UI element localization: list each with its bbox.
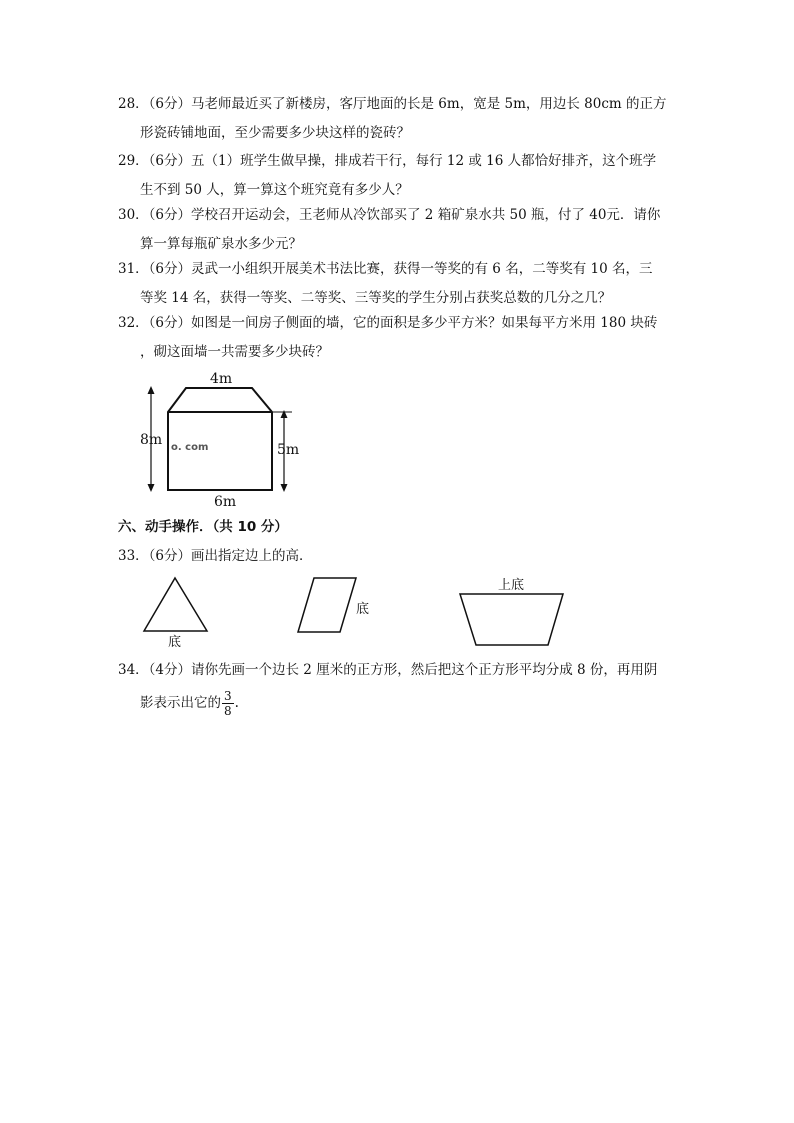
- question-34-line-2-suffix: .: [234, 695, 239, 711]
- trapezoid-shape: [460, 594, 563, 645]
- question-33: [118, 542, 678, 571]
- right-arrow-down-icon: [281, 484, 288, 492]
- question-32: [118, 309, 678, 367]
- question-34: [118, 656, 678, 721]
- question-28: [118, 90, 678, 148]
- question-31-line-2: 等奖 14 名，获得一等奖、二等奖、三等奖的学生分别占获奖总数的几分之几？: [140, 290, 612, 306]
- wall-top-label: 4m: [210, 371, 233, 387]
- wall-bottom-label: 6m: [214, 494, 237, 510]
- question-32-line-2: ，砌这面墙一共需要多少块砖？: [140, 344, 329, 360]
- watermark-text: o. com: [171, 442, 209, 453]
- trapezoid-figure: [456, 575, 568, 649]
- wall-figure: [138, 364, 308, 510]
- triangle-figure: [140, 574, 212, 650]
- question-29: [118, 147, 678, 205]
- parallelogram-base-label: 底: [356, 602, 370, 617]
- left-arrow-up-icon: [148, 386, 155, 394]
- triangle-shape: [144, 578, 207, 631]
- wall-left-label: 8m: [140, 432, 163, 448]
- left-arrow-down-icon: [148, 484, 155, 492]
- trapezoid-top-label: 上底: [498, 578, 525, 593]
- right-arrow-up-icon: [281, 410, 288, 418]
- question-34-line-2: [118, 685, 678, 721]
- question-31: [118, 255, 678, 313]
- question-28-line-1: 28．（6分）马老师最近买了新楼房，客厅地面的长是 6m，宽是 5m，用边长 80cm 的正方: [118, 96, 667, 112]
- wall-right-label: 5m: [277, 442, 300, 458]
- question-30-line-1: 30．（6分）学校召开运动会，王老师从冷饮部买了 2 箱矿泉水共 50 瓶，付了 40元．请你: [118, 207, 661, 223]
- question-29-line-2: 生不到 50 人，算一算这个班究竟有多少人？: [140, 182, 409, 198]
- question-29-line-1: 29．（6分）五（1）班学生做早操，排成若干行，每行 12 或 16 人都恰好排齐，这个班学: [118, 153, 657, 169]
- question-33-text: 33．（6分）画出指定边上的高．: [118, 548, 313, 564]
- question-30: [118, 201, 678, 259]
- parallelogram-figure: [294, 574, 376, 636]
- parallelogram-shape: [298, 578, 356, 632]
- question-31-line-1: 31．（6分）灵武一小组织开展美术书法比赛，获得一等奖的有 6 名，二等奖有 10 名，三: [118, 261, 653, 277]
- triangle-base-label: 底: [168, 635, 182, 650]
- question-34-line-1: 34．（4分）请你先画一个边长 2 厘米的正方形，然后把这个正方形平均分成 8 份，再用阴: [118, 662, 658, 678]
- question-32-line-1: 32．（6分）如图是一间房子侧面的墙，它的面积是多少平方米？如果每平方米用 180 块砖: [118, 315, 658, 331]
- section-title: 六、动手操作．（共 10 分）: [118, 519, 288, 535]
- question-34-line-2-prefix: 影表示出它的: [140, 695, 221, 711]
- fraction-denominator: 8: [224, 704, 232, 718]
- fraction-three-eighths: [222, 689, 234, 718]
- wall-outline: [168, 388, 272, 490]
- question-28-line-2: 形瓷砖铺地面，至少需要多少块这样的瓷砖？: [140, 125, 410, 141]
- fraction-numerator: 3: [224, 689, 232, 703]
- question-30-line-2: 算一算每瓶矿泉水多少元？: [140, 236, 302, 252]
